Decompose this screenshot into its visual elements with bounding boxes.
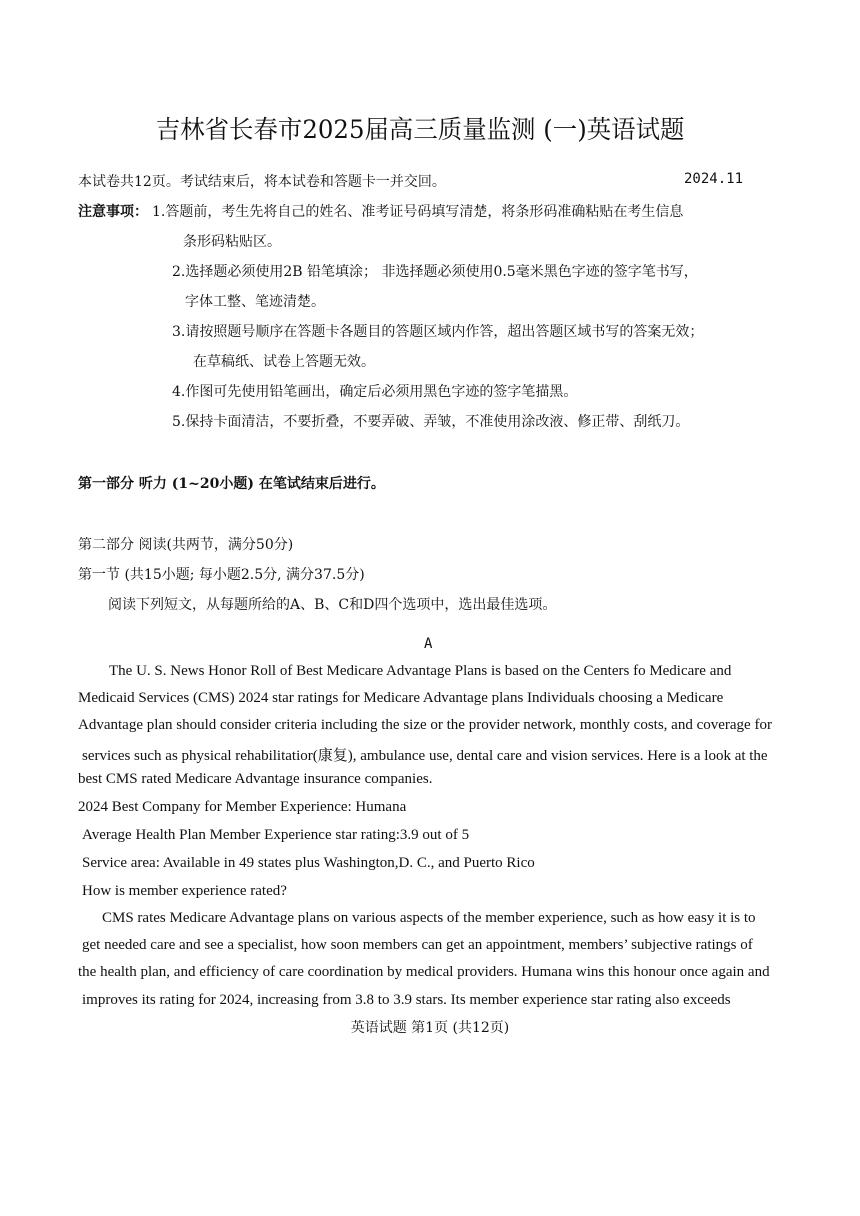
passage-line: 2024 Best Company for Member Experience: Humana — [78, 799, 407, 815]
note-item: 条形码粘贴区。 — [183, 234, 281, 250]
note-item: 4.作图可先使用铅笔画出，确定后必须用黑色字迹的签字笔描黑。 — [172, 384, 578, 400]
note-item: 字体工整、笔迹清楚。 — [185, 294, 325, 310]
passage-line: Advantage plan should consider criteria including the size or the provider network, monthly costs, and coverage for — [78, 717, 772, 733]
passage-line: Service area: Available in 49 states plus Washington,D. C., and Puerto Rico — [82, 855, 535, 871]
note-item: 在草稿纸、试卷上答题无效。 — [193, 354, 375, 370]
note-item: 3.请按照题号顺序在答题卡各题目的答题区域内作答，超出答题区域书写的答案无效； — [172, 324, 704, 340]
passage-line: Average Health Plan Member Experience star rating:3.9 out of 5 — [82, 827, 470, 843]
section1-heading: 第一节 (共15小题; 每小题2.5分, 满分37.5分) — [78, 567, 365, 583]
passage-line: How is member experience rated? — [82, 883, 287, 899]
reading-instruction: 阅读下列短文，从每题所给的A、B、C和D四个选项中，选出最佳选项。 — [108, 597, 557, 613]
part2-heading: 第二部分 阅读(共两节，满分50分) — [78, 537, 294, 553]
page-title: 吉林省长春市2025届高三质量监测 (一)英语试题 — [155, 115, 685, 144]
note-item: 2.选择题必须使用2B 铅笔填涂； 非选择题必须使用0.5毫米黑色字迹的签字笔书写， — [172, 264, 698, 280]
passage-line: CMS rates Medicare Advantage plans on various aspects of the member experience, such as how easy it is to — [102, 910, 756, 926]
exam-date: 2024.11 — [684, 171, 744, 187]
passage-line: best CMS rated Medicare Advantage insurance companies. — [78, 771, 433, 787]
notes-label: 注意事项： — [78, 204, 148, 220]
passage-line: Medicaid Services (CMS) 2024 star ratings for Medicare Advantage plans Individuals choosing a Medicare — [78, 690, 724, 706]
passage-line: the health plan, and efficiency of care coordination by medical providers. Humana wins this honour once again and — [78, 964, 770, 980]
note-item: 5.保持卡面清洁，不要折叠，不要弄破、弄皱，不准使用涂改液、修正带、刮纸刀。 — [172, 414, 690, 430]
page-footer: 英语试题 第1页 (共12页) — [350, 1020, 510, 1036]
passage-letter: A — [424, 636, 433, 652]
passage-line: get needed care and see a specialist, how soon members can get an appointment, members’ subjective ratings of — [82, 937, 753, 953]
passage-line: services such as physical rehabilitatior(康复), ambulance use, dental care and vision services. Here is a look at the — [82, 748, 768, 764]
note-item: 1.答题前，考生先将自己的姓名、准考证号码填写清楚，将条形码准确粘贴在考生信息 — [152, 204, 684, 220]
passage-line: improves its rating for 2024, increasing from 3.8 to 3.9 stars. Its member experience star rating also exceeds — [82, 992, 731, 1008]
part1-heading: 第一部分 听力 (1~20小题) 在笔试结束后进行。 — [78, 476, 385, 492]
passage-line: The U. S. News Honor Roll of Best Medicare Advantage Plans is based on the Centers fo Medicare and — [109, 663, 732, 679]
exam-intro: 本试卷共12页。考试结束后，将本试卷和答题卡一并交回。 — [78, 174, 446, 190]
